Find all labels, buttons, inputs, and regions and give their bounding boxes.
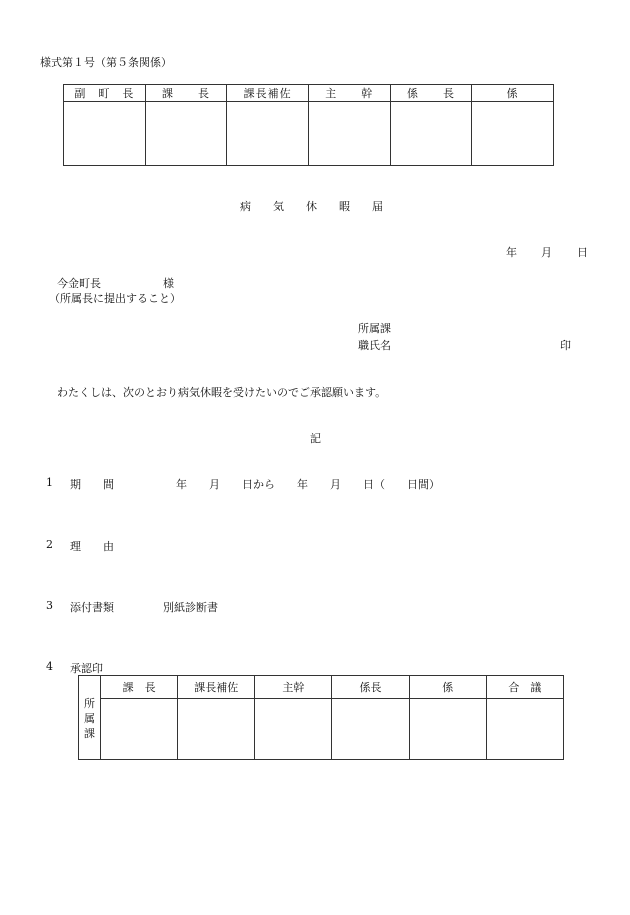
- side-label-char: 所: [84, 697, 95, 710]
- document-title: 病 気 休 暇 届: [240, 200, 383, 213]
- side-label-char: 課: [84, 727, 95, 740]
- bottom-seal-cell[interactable]: [332, 699, 409, 760]
- applicant-dept-label: 所属課: [358, 322, 391, 335]
- item-reason-label: 理 由: [70, 540, 114, 553]
- top-seal-cell[interactable]: [227, 102, 309, 166]
- item-period-label: 期 間: [70, 478, 114, 491]
- top-seal-cell[interactable]: [472, 102, 554, 166]
- top-seal-cell[interactable]: [390, 102, 472, 166]
- item-period-text: 年 月 日から 年 月 日（ 日間）: [176, 478, 440, 491]
- top-header-fukuchocho: 副 町 長: [64, 85, 146, 102]
- addressee-name: 今金町長: [57, 277, 101, 290]
- bottom-seal-cell[interactable]: [101, 699, 178, 760]
- bottom-header-kakaricho: 係長: [332, 676, 409, 699]
- bottom-seal-cell[interactable]: [409, 699, 486, 760]
- item-period-number: 1: [46, 476, 53, 489]
- top-header-kakari: 係: [472, 85, 554, 102]
- top-header-kakaricho: 係 長: [390, 85, 472, 102]
- top-seal-cell[interactable]: [145, 102, 227, 166]
- top-header-kacho: 課 長: [145, 85, 227, 102]
- side-label-char: 属: [84, 712, 95, 725]
- bottom-header-kacho-hosa: 課長補佐: [178, 676, 255, 699]
- item-attachments-number: 3: [46, 599, 53, 612]
- date-year: 年: [506, 246, 517, 259]
- bottom-header-kakari: 係: [409, 676, 486, 699]
- bottom-seal-cell[interactable]: [178, 699, 255, 760]
- item-attachments-label: 添付書類: [70, 601, 114, 614]
- request-text: わたくしは、次のとおり病気休暇を受けたいのでご承認願います。: [57, 386, 387, 399]
- top-header-kacho-hosa: 課長補佐: [227, 85, 309, 102]
- item-reason-number: 2: [46, 538, 53, 551]
- date-month: 月: [541, 246, 552, 259]
- applicant-name-label: 職氏名: [358, 339, 391, 352]
- top-approval-table: [63, 84, 554, 166]
- bottom-seal-cell[interactable]: [486, 699, 563, 760]
- bottom-header-aigi: 合 議: [486, 676, 563, 699]
- top-seal-cell[interactable]: [64, 102, 146, 166]
- bottom-header-kacho: 課 長: [101, 676, 178, 699]
- seal-mark: 印: [560, 339, 571, 352]
- item-approval-label: 承認印: [70, 662, 103, 675]
- item-approval-number: 4: [46, 660, 53, 673]
- side-label-shozokuka: [79, 676, 101, 760]
- date-day: 日: [577, 246, 588, 259]
- item-attachments-value: 別紙診断書: [163, 601, 218, 614]
- top-header-shukan: 主 幹: [308, 85, 390, 102]
- bottom-approval-table: [78, 675, 564, 760]
- top-seal-cell[interactable]: [308, 102, 390, 166]
- addressee-note: （所属長に提出すること）: [49, 292, 181, 305]
- bottom-header-shukan: 主幹: [255, 676, 332, 699]
- addressee-honorific: 様: [163, 277, 174, 290]
- bottom-seal-cell[interactable]: [255, 699, 332, 760]
- form-label: 様式第１号（第５条関係）: [40, 56, 172, 69]
- ki-heading: 記: [310, 432, 321, 445]
